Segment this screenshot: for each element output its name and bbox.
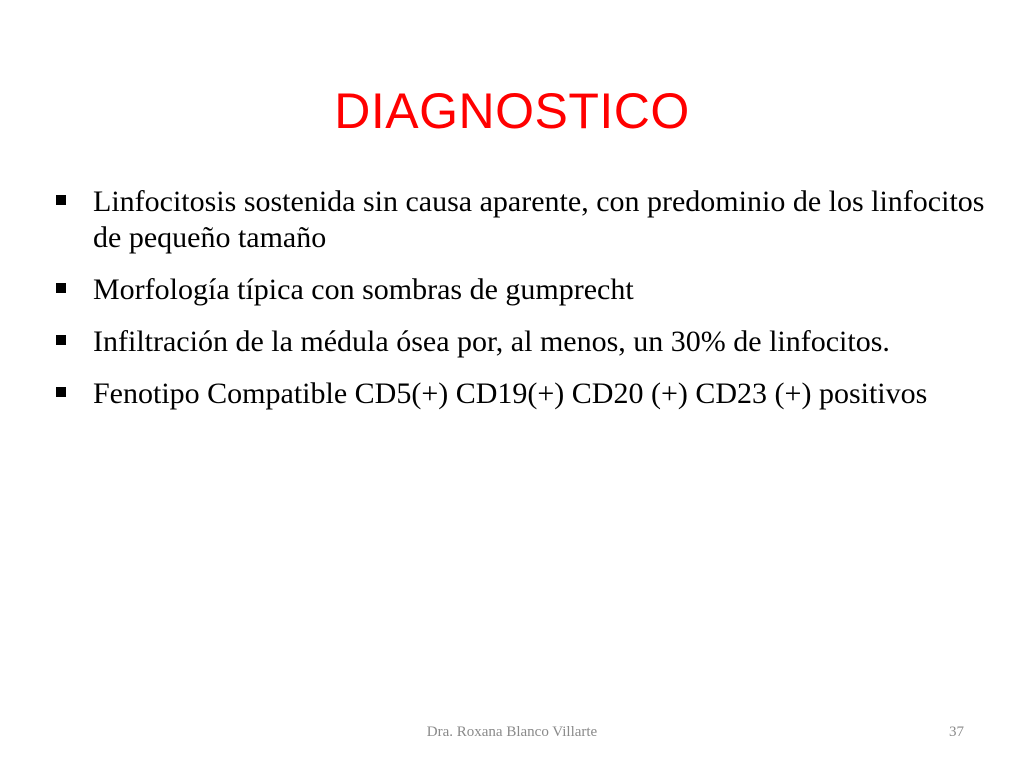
footer-author: Dra. Roxana Blanco Villarte	[426, 724, 598, 740]
square-bullet-icon	[56, 387, 66, 397]
bullet-text: Morfología típica con sombras de gumprecht	[93, 273, 634, 306]
bullet-item	[56, 272, 986, 308]
bullet-item	[56, 376, 986, 412]
page-number: 37	[949, 724, 964, 740]
square-bullet-icon	[56, 335, 66, 345]
slide-title: DIAGNOSTICO	[334, 83, 690, 139]
bullet-item	[56, 184, 986, 256]
bullet-text: Fenotipo Compatible CD5(+) CD19(+) CD20 (+) CD23 (+) positivos	[93, 377, 928, 410]
bullet-list	[56, 184, 986, 428]
bullet-text: Infiltración de la médula ósea por, al menos, un 30% de linfocitos.	[93, 325, 890, 358]
bullet-text: Linfocitosis sostenida sin causa aparente, con predominio de los linfocitos de pequeño tamaño	[93, 185, 985, 254]
square-bullet-icon	[56, 283, 66, 293]
square-bullet-icon	[56, 195, 66, 205]
bullet-item	[56, 324, 986, 360]
